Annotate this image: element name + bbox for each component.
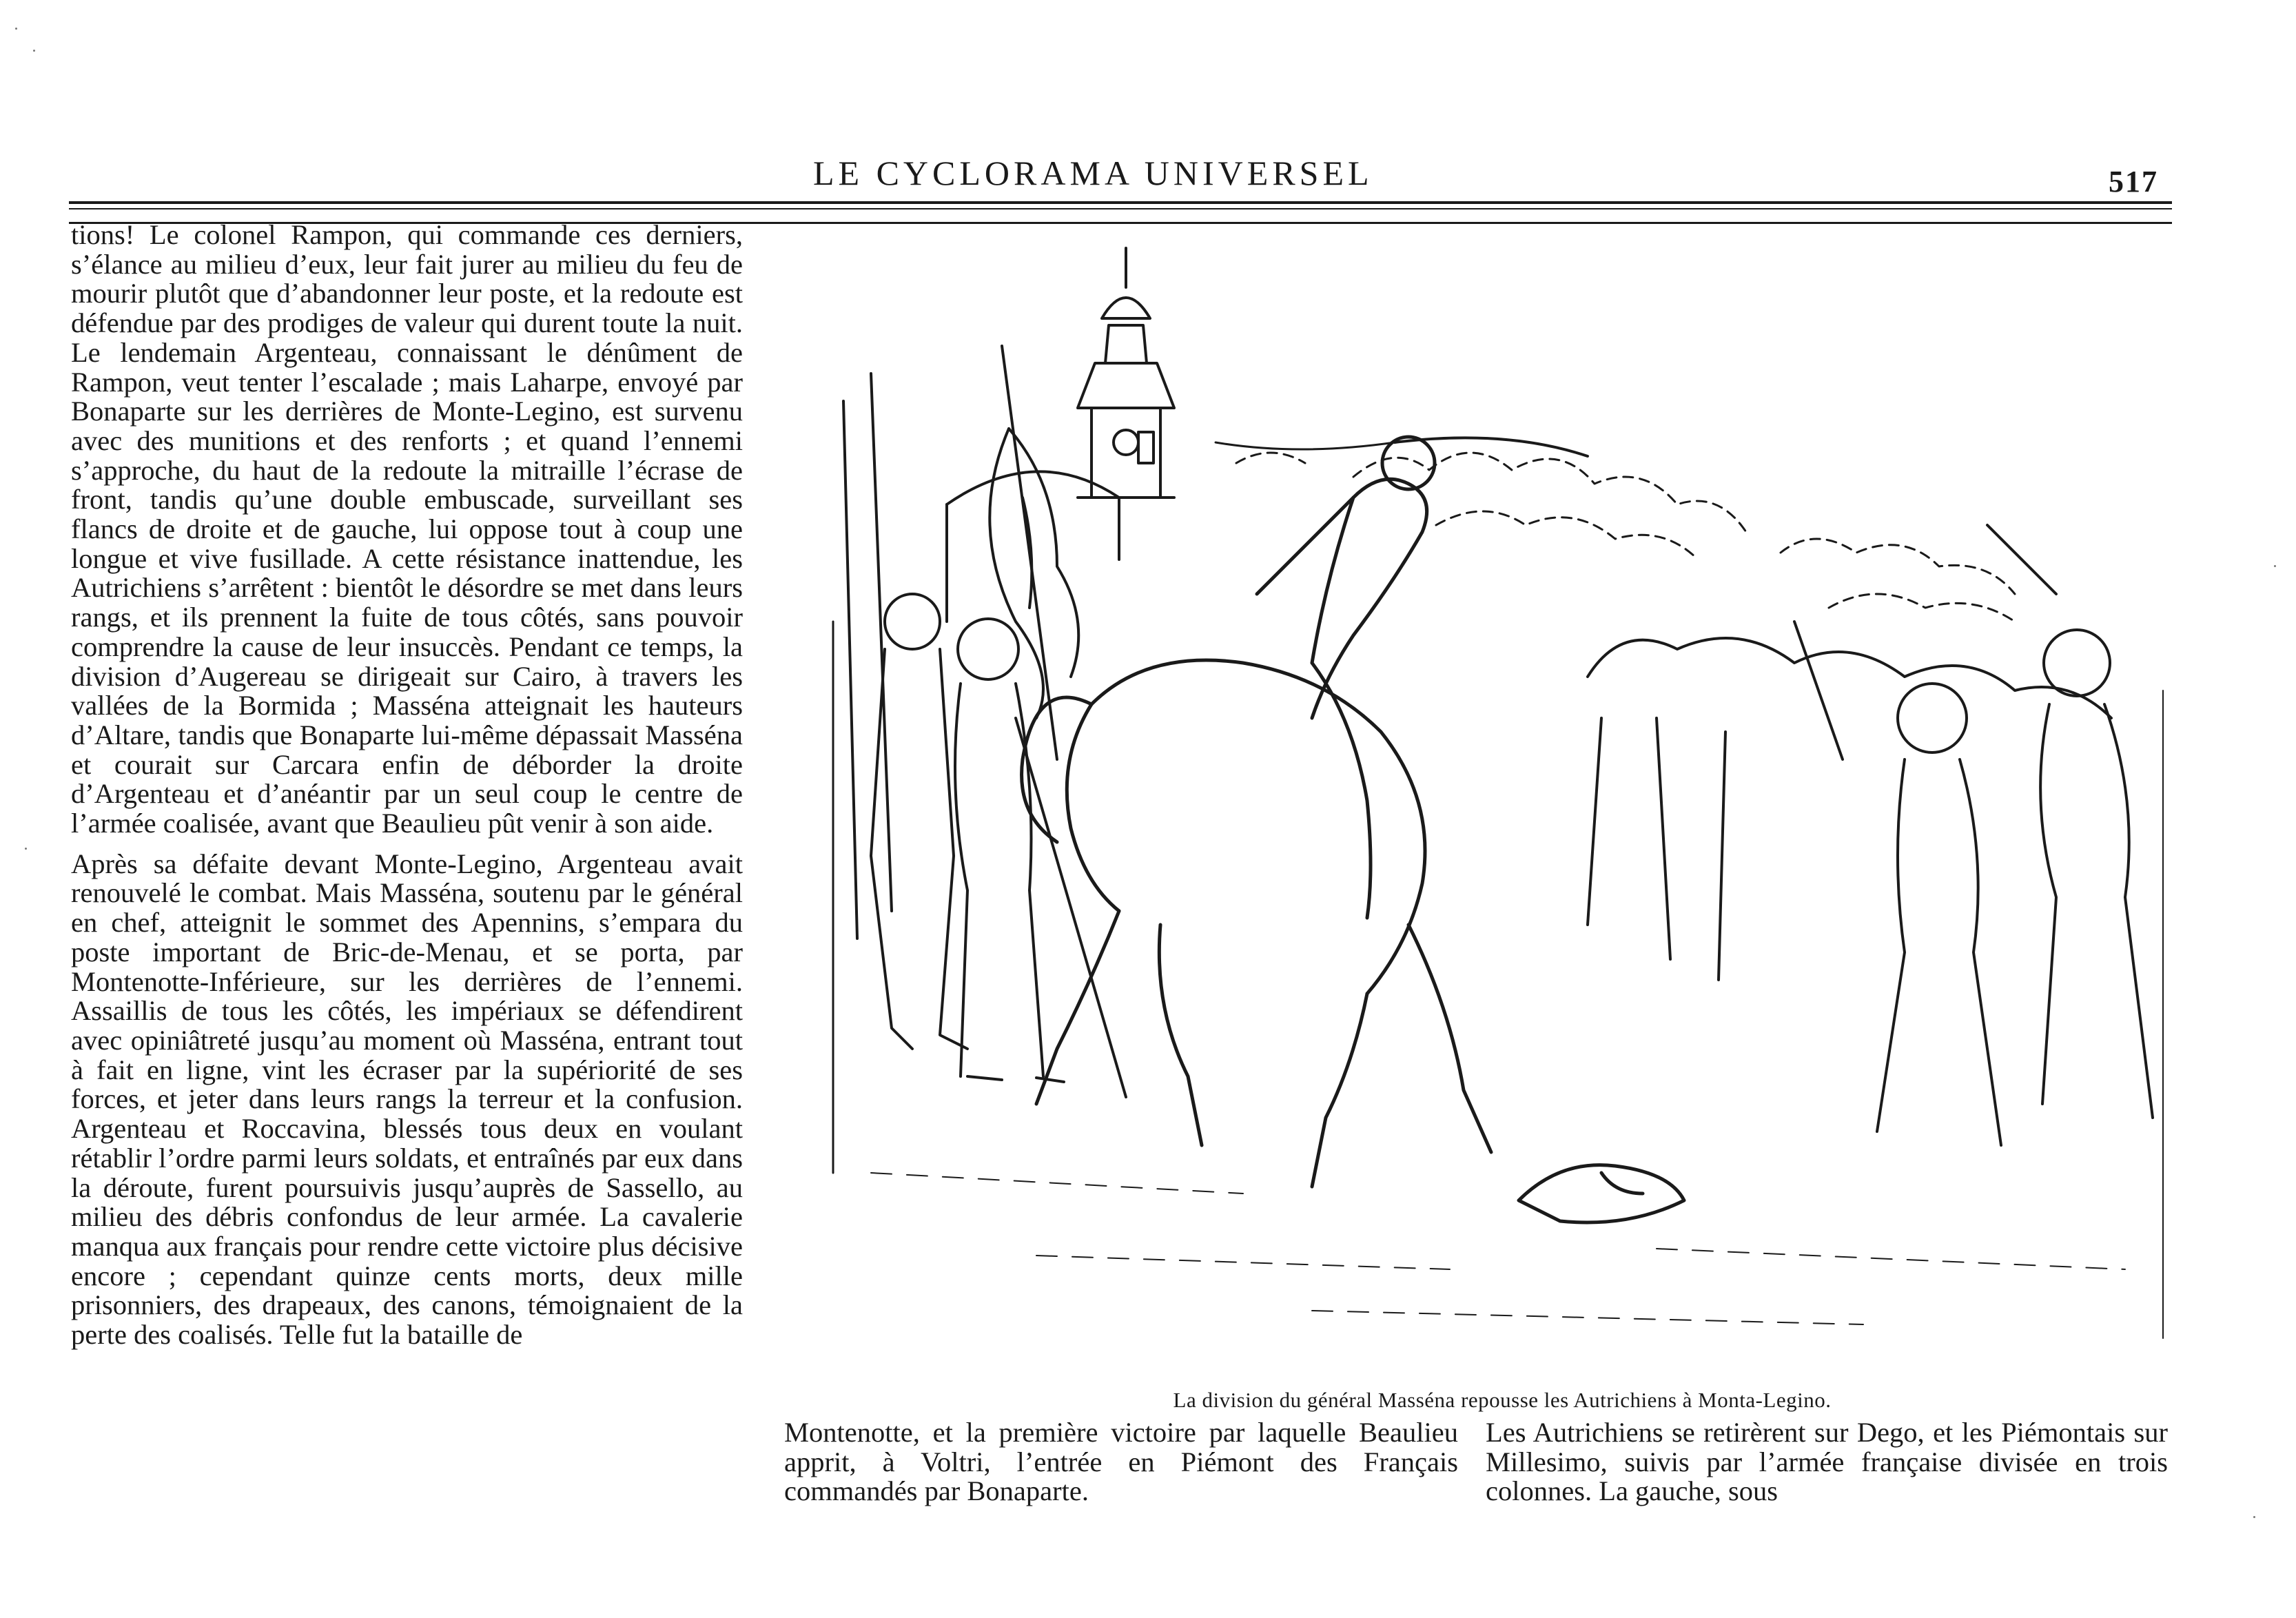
paper-speck — [25, 848, 27, 850]
paper-speck — [2274, 565, 2276, 567]
body-paragraph-1: tions! Le colonel Rampon, qui commande ces derniers, s’élance au milieu d’eux, leur fait jurer au milieu du feu de mourir plutôt que d’abandonner leur poste, et la redoute est défendue par des prodiges de valeur qui durent toute la nuit. Le lendemain Argenteau, connaissant le dénûment de Rampon, veut tenter l’escalade ; mais Laharpe, envoyé par Bonaparte sur les derrières de Monte-Legino, est survenu avec des munitions et des renforts ; et quand l’ennemi s’approche, du haut de la redoute la mitraille l’écrase de front, tandis qu’une double embuscade, surveillant ses flancs de droite et de gauche, lui oppose tout à coup une longue et vive fusillade. A cette résistance inattendue, les Autrichiens s’arrêtent : bientôt le désordre se met dans leurs rangs, et ils prennent la fuite de tous côtés, sans pouvoir comprendre la cause de leur insuccès. Pendant ce temps, la division d’Augereau se dirigeait sur Cairo, à travers les vallées de la Bormida ; Masséna atteignait les hauteurs d’Altare, tandis que Bonaparte lui-même dépassait Masséna et courait sur Carcara enfin de déborder la droite d’Argenteau et d’anéantir par un seul coup le centre de l’armée coalisée, avant que Beaulieu pût venir à son aide. — [71, 219, 743, 839]
body-paragraph-2: Après sa défaite devant Monte-Legino, Argenteau avait renouvelé le combat. Mais Masséna, soutenu par le général en chef, atteignit le sommet des Apennins, s’empara du poste important de Bric-de-Menau, et se porta, par Montenotte-Inférieure, sur les derrières de l’ennemi. Assaillis de tous les côtés, les impériaux se défendirent avec opiniâtreté jusqu’au moment où Masséna, entrant tout à fait en ligne, vint les écraser par la supériorité de ses forces, et jeter dans leurs rangs la terreur et la confusion. Argenteau et Roccavina, blessés tous deux en voulant rétablir l’ordre parmi leurs soldats, et entraînés par eux dans la déroute, furent poursuivis jusqu’auprès de Sassello, au milieu des débris confondus de leur armée. La cavalerie manqua aux français pour rendre cette victoire plus décisive encore ; cependant quinze cents morts, deux mille prisonniers, des drapeaux, des canons, témoignaient de la perte des coalisés. Telle fut la bataille de — [71, 848, 743, 1351]
ground-lines — [871, 1173, 2125, 1324]
paper-speck — [15, 28, 17, 30]
right-paragraph: Les Autrichiens se retirèrent sur Dego, et les Piémontais sur Millesimo, suivis par l’armée française divisée en trois colonnes. La gauche, sous — [1486, 1417, 2168, 1507]
battle-scene-engraving — [830, 236, 2166, 1385]
smoke-clouds — [1236, 453, 2015, 622]
horse-and-rider — [1022, 437, 1588, 1187]
left-text-column — [71, 221, 743, 1350]
paper-speck — [33, 50, 35, 52]
middle-paragraph: Montenotte, et la première victoire par laquelle Beaulieu apprit, à Voltri, l’entrée en Piémont des Français commandés par Bonaparte. — [784, 1417, 1458, 1507]
paper-speck — [2253, 1516, 2255, 1518]
soldiers-right — [1588, 525, 2153, 1145]
right-text-column — [1486, 1418, 2168, 1506]
bell-tower — [947, 248, 1174, 622]
fallen-hat — [1519, 1165, 1684, 1222]
engraving-illustration — [830, 236, 2166, 1385]
running-title: LE CYCLORAMA UNIVERSEL — [813, 154, 1373, 192]
header-rule — [69, 201, 2172, 204]
illustration-caption: La division du général Masséna repousse les Autrichiens à Monta-Legino. — [1173, 1388, 1832, 1412]
header-rule-thin — [69, 208, 2172, 209]
page-number: 517 — [2109, 165, 2158, 198]
middle-text-column — [784, 1418, 1458, 1506]
